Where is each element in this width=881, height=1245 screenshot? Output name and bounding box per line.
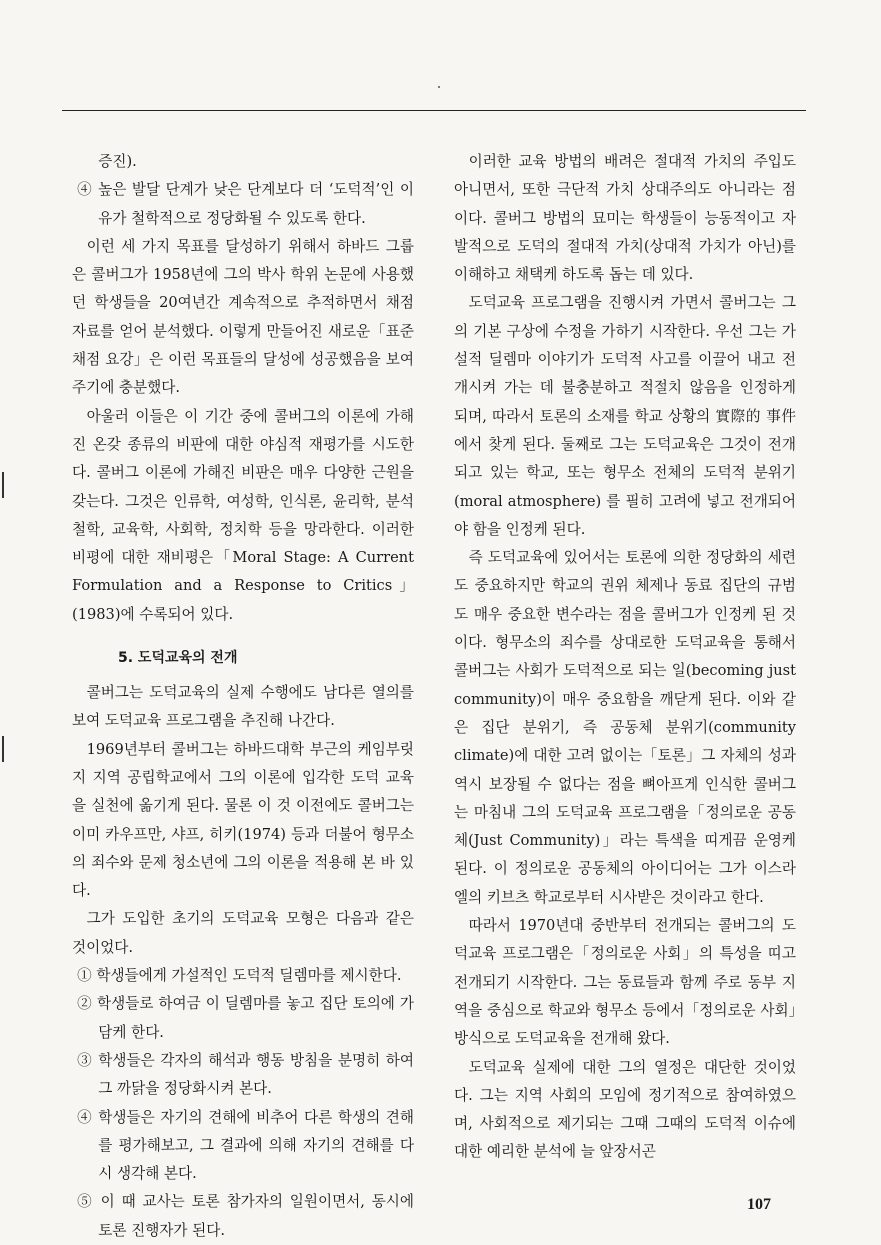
list-item: ① 학생들에게 가설적인 도덕적 딜렘마를 제시한다.	[77, 967, 402, 985]
left-column	[72, 148, 414, 1245]
paragraph: 그가 도입한 초기의 도덕교육 모형은 다음과 같은 것이었다.	[72, 910, 414, 956]
paragraph: 도덕교육 프로그램을 진행시켜 가면서 콜버그는 그의 기본 구상에 수정을 가하기 시작한다. 우선 그는 가설적 딜렘마 이야기가 도덕적 사고를 이끌어 내고 전개시켜 가는 데 불충분하고 적절치 않음을 인정하게 되며, 따라서 토론의 소재를 학교 상황의 實際的 事件에서 찾게 된다. 둘째로 그는 도덕교육은 그것이 전개되고 있는 학교, 또는 형무소 전체의 도덕적 분위기(moral atmosphere) 를 필히 고려에 넣고 전개되어야 함을 인정케 된다.	[454, 294, 796, 538]
paragraph: 증진).	[98, 153, 137, 170]
paragraph: 이러한 교육 방법의 배려은 절대적 가치의 주입도 아니면서, 또한 극단적 가치 상대주의도 아니라는 점이다. 콜버그 방법의 묘미는 학생들이 능동적이고 자발적으로 도덕의 절대적 가치(상대적 가치가 아닌)를 이해하고 채택케 하도록 돕는 데 있다.	[454, 153, 796, 284]
paragraph: 도덕교육 실제에 대한 그의 열정은 대단한 것이었다. 그는 지역 사회의 모임에 정기적으로 참여하였으며, 사회적으로 제기되는 그때 그때의 도덕적 이슈에 대한 예리한 분석에 늘 앞장서곤	[454, 1058, 796, 1161]
paragraph: 1969년부터 콜버그는 하바드대학 부근의 케임부릿지 지역 공립학교에서 그의 이론에 입각한 도덕 교육을 실천에 옮기게 된다. 물론 이 것 이전에도 콜버그는 이미 카우프만, 샤프, 히키(1974) 등과 더불어 형무소의 죄수와 문제 청소년에 그의 이론을 적용해 본 바 있다.	[72, 740, 414, 900]
paragraph: 따라서 1970년대 중반부터 전개되는 콜버그의 도덕교육 프로그램은「정의로운 사회」의 특성을 띠고 전개되기 시작한다. 그는 동료들과 함께 주로 동부 지역을 중심으로 학교와 형무소 등에서「정의로운 사회」방식으로 도덕교육을 전개해 왔다.	[454, 917, 796, 1048]
list-item: ④ 높은 발달 단계가 낮은 단계보다 더 ‘도덕적’인 이유가 철학적으로 정당화될 수 있도록 한다.	[77, 181, 414, 227]
margin-mark	[2, 736, 4, 762]
scan-dot	[438, 86, 440, 88]
paragraph: 즉 도덕교육에 있어서는 토론에 의한 정당화의 세련도 중요하지만 학교의 권위 체제나 동료 집단의 규범도 매우 중요한 변수라는 점을 콜버그가 인정케 된 것이다. 형무소의 죄수를 상대로한 도덕교육을 통해서 콜버그는 사회가 도덕적으로 되는 일(becoming just community)이 매우 중요함을 깨닫게 된다. 이와 같은 집단 분위기, 즉 공동체 분위기(community climate)에 대한 고려 없이는「토론」그 자체의 성과 역시 보장될 수 없다는 점을 뼈아프게 인식한 콜버그는 마침내 그의 도덕교육 프로그램을「정의로운 공동체(Just Community)」라는 특색을 띠게끔 운영케 된다. 이 정의로운 공동체의 아이디어는 그가 이스라엘의 키브츠 학교로부터 시사받은 것이라고 한다.	[454, 549, 796, 906]
margin-mark	[2, 472, 4, 498]
paragraph: 아울러 이들은 이 기간 중에 콜버그의 이론에 가해진 온갖 종류의 비판에 대한 야심적 재평가를 시도한다. 콜버그 이론에 가해진 비판은 매우 다양한 근원을 갖는다. 그것은 인류학, 여성학, 인식론, 윤리학, 분석철학, 교육학, 사회학, 정치학 등을 망라한다. 이러한 비평에 대한 재비평은「Moral Stage: A Current Formulation and a Response to Critics」(1983)에 수록되어 있다.	[72, 407, 414, 623]
section-heading: 5. 도덕교육의 전개	[118, 650, 238, 667]
list-item: ③ 학생들은 각자의 해석과 행동 방침을 분명히 하여 그 까닭을 정당화시켜 본다.	[77, 1051, 414, 1098]
paragraph: 이런 세 가지 목표를 달성하기 위해서 하바드 그룹은 콜버그가 1958년에 그의 박사 학위 논문에 사용했던 학생들을 20여년간 계속적으로 추적하면서 채점 자료를 얻어 분석했다. 이렇게 만들어진 새로운「표준 채점 요강」은 이런 목표들의 달성에 성공했음을 보여 주기에 충분했다.	[72, 237, 414, 397]
list-item: ④ 학생들은 자기의 견해에 비추어 다른 학생의 견해를 평가해보고, 그 결과에 의해 자기의 견해를 다시 생각해 본다.	[77, 1108, 414, 1183]
list-item: ② 학생들로 하여금 이 딜렘마를 놓고 집단 토의에 가담케 한다.	[77, 995, 414, 1041]
paragraph: 콜버그는 도덕교육의 실제 수행에도 남다른 열의를 보여 도덕교육 프로그램을 추진해 나간다.	[72, 684, 414, 730]
page-number: 107	[747, 1196, 771, 1213]
header-rule	[62, 110, 806, 111]
list-item: ⑤ 이 때 교사는 토론 참가자의 일원이면서, 동시에 토론 진행자가 된다.	[77, 1193, 414, 1239]
right-column	[454, 148, 796, 1167]
